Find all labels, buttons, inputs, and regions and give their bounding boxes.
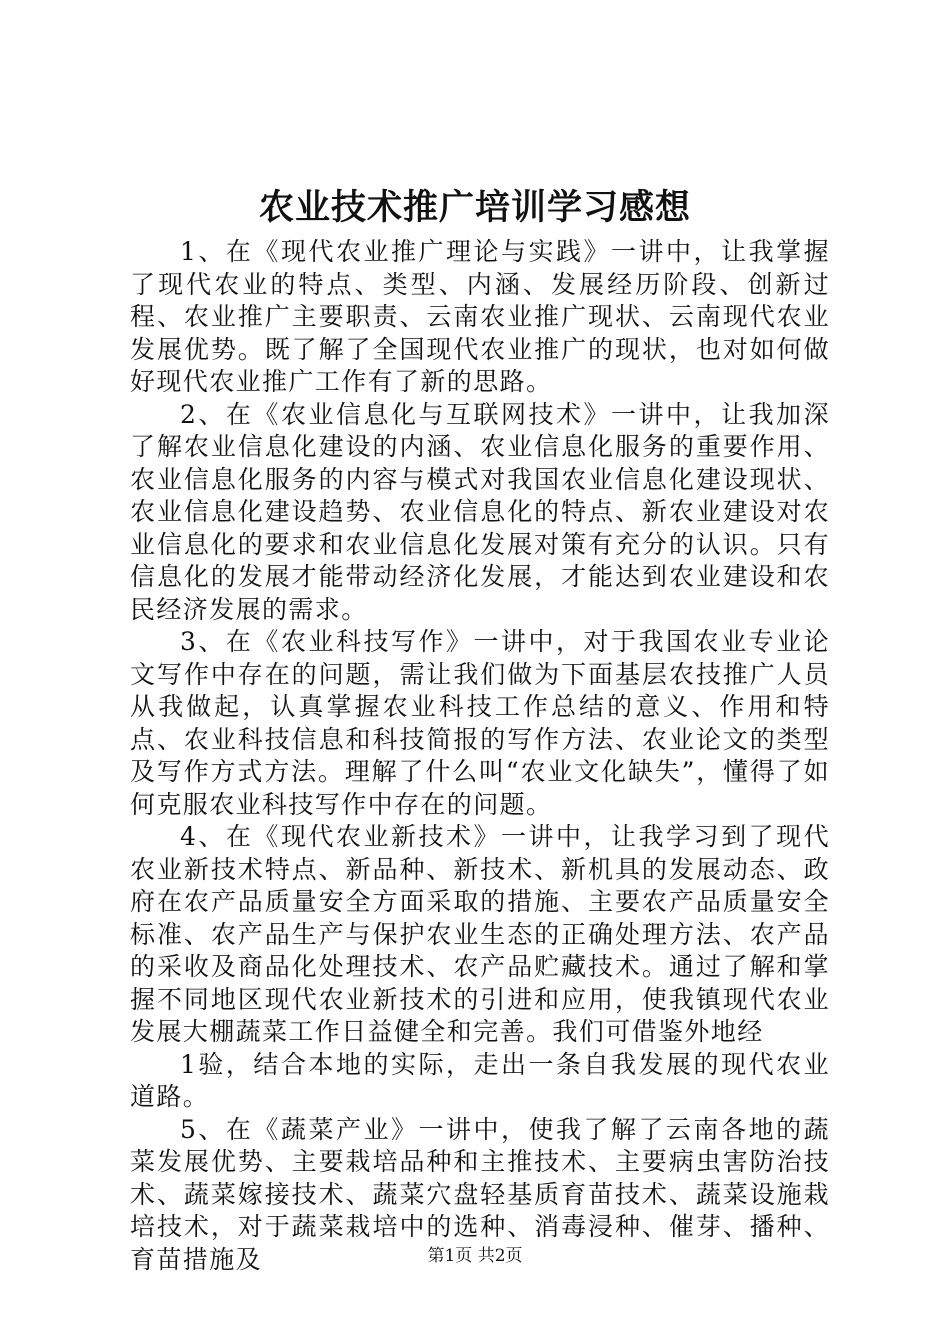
paragraph-2: 2、在《农业信息化与互联网技术》一讲中，让我加深了解农业信息化建设的内涵、农业信息化服务的重要作用、农业信息化服务的内容与模式对我国农业信息化建设现状、农业信息化建设趋势、农业信息化的特点、新农业建设对农业信息化的要求和农业信息化发展对策有充分的认识。只有信息化的发展才能带动经济化发展，才能达到农业建设和农民经济发展的需求。 <box>130 399 830 624</box>
paragraph-1: 1、在《现代农业推广理论与实践》一讲中，让我掌握了现代农业的特点、类型、内涵、发展经历阶段、创新过程、农业推广主要职责、云南农业推广现状、云南现代农业发展优势。既了解了全国现代农业推广的现状，也对如何做好现代农业推广工作有了新的思路。 <box>130 237 830 396</box>
paragraph-4: 4、在《现代农业新技术》一讲中，让我学习到了现代农业新技术特点、新品种、新技术、新机具的发展动态、政府在农产品质量安全方面采取的措施、主要农产品质量安全标准、农产品生产与保护农业生态的正确处理方法、农产品的采收及商品化处理技术、农产品贮藏技术。通过了解和掌握不同地区现代农业新技术的引进和应用，使我镇现代农业发展大棚蔬菜工作日益健全和完善。我们可借鉴外地经 <box>130 822 830 1046</box>
page-footer: 第1页 共2页 <box>427 1246 523 1266</box>
paragraph-4-continued: 1验，结合本地的实际，走出一条自我发展的现代农业道路。 <box>130 1049 830 1111</box>
document-body <box>130 236 830 1276</box>
paragraph-5: 5、在《蔬菜产业》一讲中，使我了解了云南各地的蔬菜发展优势、主要栽培品种和主推技术、主要病虫害防治技术、蔬菜嫁接技术、蔬菜穴盘轻基质育苗技术、蔬菜设施栽培技术，对于蔬菜栽培中的选种、消毒浸种、催芽、播种、育苗措施及 <box>130 1114 830 1274</box>
document-title: 农业技术推广培训学习感想 <box>258 187 691 228</box>
paragraph-3: 3、在《农业科技写作》一讲中，对于我国农业专业论文写作中存在的问题，需让我们做为下面基层农技推广人员从我做起，认真掌握农业科技工作总结的意义、作用和特点、农业科技信息和科技简报的写作方法、农业论文的类型及写作方式方法。理解了什么叫“农业文化缺失”，懂得了如何克服农业科技写作中存在的问题。 <box>130 627 830 819</box>
